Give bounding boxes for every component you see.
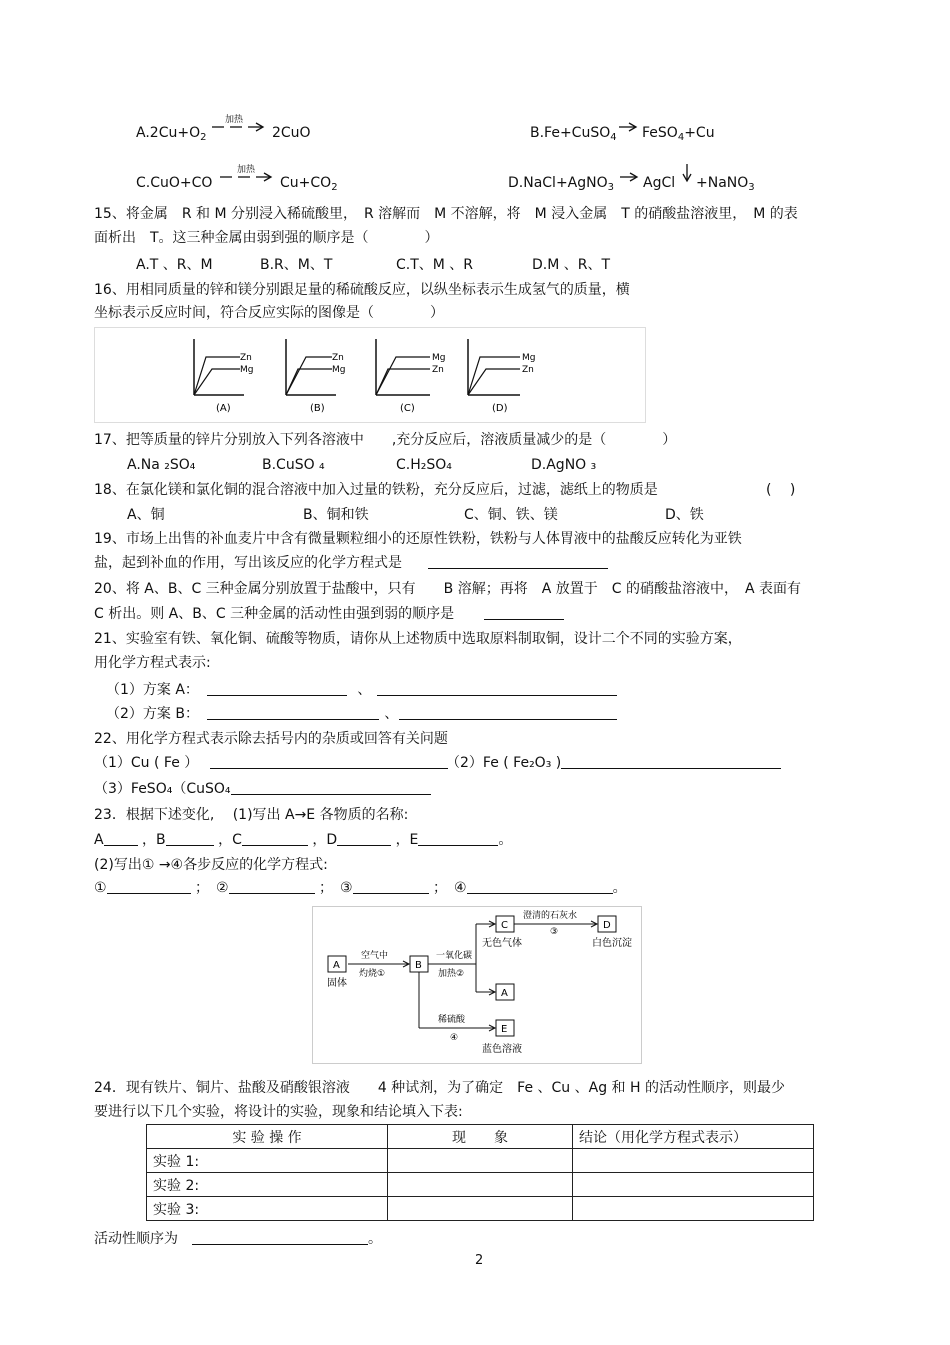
box-e: E	[501, 1024, 508, 1035]
answer-blank[interactable]	[418, 831, 498, 846]
table-cell-empty[interactable]	[573, 1149, 814, 1173]
table-cell: 实验 1:	[147, 1149, 388, 1173]
answer-blank[interactable]	[337, 831, 391, 846]
q20-line2: C 析出。则 A、B、C 三种金属的活动性由强到弱的顺序是	[94, 605, 564, 623]
answer-blank[interactable]	[377, 681, 617, 696]
q15-option: C.T、M 、R	[396, 257, 474, 273]
q21-line1: 21、实验室有铁、氧化铜、硫酸等物质，请你从上述物质中选取原料制取铜，设计二个不同的实验方案，	[94, 631, 742, 647]
graph-label: Mg	[432, 353, 446, 363]
table-cell: 实验 2:	[147, 1173, 388, 1197]
arrow3-step: ③	[550, 927, 559, 937]
answer-blank[interactable]	[428, 554, 608, 569]
table-row	[147, 1173, 814, 1197]
q14-a-product: 2CuO	[272, 125, 311, 141]
table-row	[147, 1149, 814, 1173]
box-b: B	[415, 960, 422, 971]
q18-line: 18、在氯化镁和氯化铜的混合溶液中加入过量的铁粉，充分反应后，过滤，滤纸上的物质是	[94, 482, 658, 498]
answer-blank[interactable]	[467, 879, 613, 894]
arrow1-label: 空气中	[361, 951, 389, 961]
answer-blank[interactable]	[192, 1230, 368, 1245]
arrow4-step: ④	[450, 1033, 459, 1043]
q22-line: 22、用化学方程式表示除去括号内的杂质或回答有关问题	[94, 731, 448, 747]
q15-option: B.R、M、T	[260, 257, 333, 273]
q17-option: B.CuSO ₄	[262, 457, 325, 473]
table-cell-empty[interactable]	[573, 1173, 814, 1197]
q17-option: A.Na ₂SO₄	[127, 457, 196, 473]
q16-line2: 坐标表示反应时间，符合反应实际的图像是（ ）	[94, 305, 444, 321]
answer-blank[interactable]	[166, 831, 214, 846]
q14-option-c: C.CuO+CO	[136, 175, 213, 191]
q15-line1: 15、将金属 R 和 M 分别浸入稀硫酸里， R 溶解而 M 不溶解，将 M 浸入金属 T 的硝酸盐溶液里， M 的表	[94, 206, 798, 222]
graph-label: Zn	[332, 353, 344, 363]
arrow2-step: 加热②	[438, 969, 465, 979]
answer-blank[interactable]	[207, 681, 347, 696]
q17-option: C.H₂SO₄	[396, 457, 452, 473]
arrow-icon	[618, 120, 638, 134]
box-a-label: 固体	[327, 978, 347, 989]
q24-line1: 24．现有铁片、铜片、盐酸及硝酸银溶液 4 种试剂，为了确定 Fe 、Cu 、Ag 和 H 的活动性顺序，则最少	[94, 1080, 785, 1096]
q18-option: B、铜和铁	[303, 507, 369, 523]
graph-caption: (D)	[492, 403, 508, 414]
heat-label: 加热	[237, 165, 256, 175]
q23-line3: (2)写出① →④各步反应的化学方程式:	[94, 857, 328, 873]
q18-option: D、铁	[665, 507, 704, 523]
q14-a-reactants: A.2Cu+O	[136, 125, 201, 141]
q14-c-product: $Cu+CO_2$	[280, 175, 338, 193]
answer-blank[interactable]	[242, 831, 308, 846]
q23-steps: ① ； ② ； ③ ； ④ 。	[94, 880, 627, 896]
graph-label: Zn	[522, 365, 534, 375]
q23-reaction-diagram	[312, 906, 642, 1064]
arrow3-label: 澄清的石灰水	[523, 911, 578, 921]
heat-label: 加热	[225, 115, 244, 125]
graph-caption: (B)	[310, 403, 325, 414]
box-c: C	[501, 920, 508, 931]
graph-label: Mg	[240, 365, 254, 375]
arrow-icon	[619, 170, 639, 184]
q19-line1: 19、市场上出售的补血麦片中含有微量颗粒细小的还原性铁粉，铁粉与人体胃液中的盐酸反应转化为亚铁	[94, 531, 742, 547]
q18-option: A、铜	[127, 507, 165, 523]
table-header-row	[147, 1125, 814, 1149]
q24-line2: 要进行以下几个实验，将设计的实验，现象和结论填入下表:	[94, 1104, 463, 1120]
q17-option: D.AgNO ₃	[531, 457, 597, 473]
table-cell-empty[interactable]	[388, 1173, 573, 1197]
graph-caption: (A)	[216, 403, 231, 414]
table-header: 现 象	[388, 1125, 573, 1149]
table-cell: 实验 3:	[147, 1197, 388, 1221]
box-c-label: 无色气体	[482, 938, 522, 949]
activity-order: 活动性顺序为 。	[94, 1231, 382, 1247]
table-header: 实 验 操 作	[147, 1125, 388, 1149]
answer-blank[interactable]	[207, 705, 379, 720]
q15-line2: 面析出 T。这三种金属由弱到强的顺序是（ ）	[94, 230, 439, 246]
q23-line1: 23．根据下述变化, (1)写出 A→E 各物质的名称:	[94, 807, 409, 823]
q16-graphs-figure	[94, 327, 646, 423]
arrow1-step: 灼烧①	[359, 969, 386, 979]
experiment-table	[146, 1124, 814, 1221]
box-a: A	[333, 960, 340, 971]
answer-blank[interactable]	[231, 780, 431, 795]
q14-option-d: D.NaCl+AgNO$_3$	[508, 175, 615, 193]
arrow4-label: 稀硫酸	[438, 1015, 466, 1025]
answer-blank[interactable]	[353, 879, 429, 894]
q15-option: A.T 、R、M	[136, 257, 213, 273]
answer-blank[interactable]	[399, 705, 617, 720]
q18-option: C、铜、铁、镁	[464, 507, 558, 523]
box-a2: A	[501, 988, 508, 999]
answer-blank[interactable]	[210, 754, 448, 769]
q21-plan-b: （2）方案 B： 、	[106, 705, 617, 723]
graph-label: Mg	[332, 365, 346, 375]
box-d-label: 白色沉淀	[592, 938, 632, 949]
q22-part3: （3）FeSO₄（CuSO₄	[94, 780, 431, 798]
graph-d	[468, 339, 535, 414]
q14-b-product: FeSO$_4$+Cu	[642, 125, 715, 143]
q20-line1: 20、将 A、B、C 三种金属分别放置于盐酸中，只有 B 溶解；再将 A 放置于 C 的硝酸盐溶液中， A 表面有	[94, 581, 802, 597]
table-header: 结论（用化学方程式表示）	[573, 1125, 814, 1149]
q14-d-product: AgCl	[643, 175, 676, 191]
graph-label: Mg	[522, 353, 536, 363]
table-cell-empty[interactable]	[388, 1149, 573, 1173]
precipitate-arrow-icon	[680, 163, 694, 183]
page-number: 2	[475, 1253, 484, 1268]
q23-names: A ，B ，C ，D ，E 。	[94, 832, 513, 848]
q14-option-b: B.Fe+CuSO$_4$	[530, 125, 617, 143]
table-cell-empty[interactable]	[573, 1197, 814, 1221]
arrow2-label: 一氧化碳	[436, 951, 473, 961]
graph-c	[376, 339, 445, 414]
answer-blank[interactable]	[561, 754, 781, 769]
answer-blank[interactable]	[104, 831, 138, 846]
table-row	[147, 1197, 814, 1221]
q21-plan-a: （1）方案 A： 、	[106, 681, 617, 699]
q16-line1: 16、用相同质量的锌和镁分别跟足量的稀硫酸反应，以纵坐标表示生成氢气的质量，横	[94, 282, 630, 298]
answer-blank[interactable]	[107, 879, 191, 894]
q17-line: 17、把等质量的锌片分别放入下列各溶液中 ,充分反应后，溶液质量减少的是（ ）	[94, 432, 677, 448]
q21-line2: 用化学方程式表示:	[94, 655, 211, 671]
q18-paren: ( )	[766, 482, 796, 498]
q15-option: D.M 、R、T	[532, 257, 611, 273]
q19-line2: 盐，起到补血的作用，写出该反应的化学方程式是	[94, 554, 608, 572]
box-e-label: 蓝色溶液	[482, 1044, 522, 1055]
graph-caption: (C)	[400, 403, 415, 414]
table-cell-empty[interactable]	[388, 1197, 573, 1221]
graph-label: Zn	[240, 353, 252, 363]
heat-arrow-icon	[210, 120, 266, 134]
q14-d-product2: +NaNO$_3$	[696, 175, 755, 193]
graph-label: Zn	[432, 365, 444, 375]
heat-arrow-icon	[218, 170, 276, 184]
answer-blank[interactable]	[484, 605, 564, 620]
q14-option-a: $A.2Cu+O_2$	[136, 125, 207, 143]
box-d: D	[603, 920, 611, 931]
graph-a	[194, 339, 253, 414]
q22-part2: （2）Fe ( Fe₂O₃ )	[446, 754, 781, 772]
graph-b	[286, 339, 345, 414]
answer-blank[interactable]	[229, 879, 315, 894]
q22-part1: （1）Cu ( Fe ）	[94, 754, 448, 772]
